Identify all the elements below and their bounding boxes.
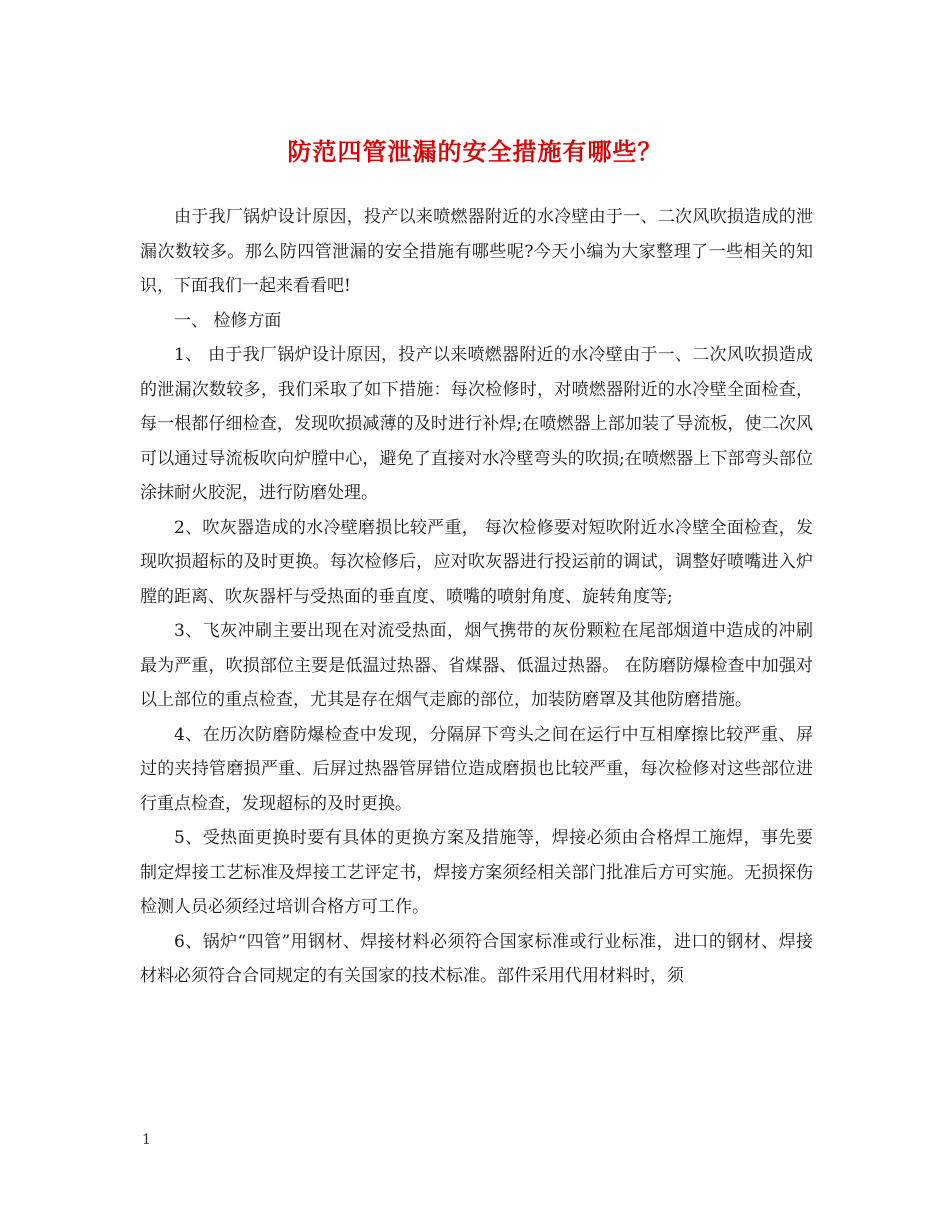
item-5-paragraph: 5、受热面更换时要有具体的更换方案及措施等，焊接必须由合格焊工施焊，事先要制定焊接工艺标准及焊接工艺评定书，焊接方案须经相关部门批准后方可实施。无损探伤检测人员必须经过培训合格方可工作。 <box>140 828 813 917</box>
page-number: 1 <box>142 1132 151 1148</box>
item-6-paragraph: 6、锅炉“四管”用钢材、焊接材料必须符合国家标准或行业标准，进口的钢材、焊接材料必须符合合同规定的有关国家的技术标准。部件采用代用材料时，须 <box>140 931 813 986</box>
item-1-paragraph: 1、 由于我厂锅炉设计原因，投产以来喷燃器附近的水冷壁由于一、二次风吹损造成的泄漏次数较多，我们采取了如下措施：每次检修时，对喷燃器附近的水冷壁全面检查，每一根都仔细检查，发现吹损减薄的及时进行补焊;在喷燃器上部加装了导流板，使二次风可以通过导流板吹向炉膛中心，避免了直接对水冷壁弯头的吹损;在喷燃器上下部弯头部位涂抹耐火胶泥，进行防磨处理。 <box>140 345 813 503</box>
section-heading-maintenance: 一、 检修方面 <box>174 310 282 331</box>
item-4-paragraph: 4、在历次防磨防爆检查中发现，分隔屏下弯头之间在运行中互相摩擦比较严重、屏过的夹持管磨损严重、后屏过热器管屏错位造成磨损也比较严重，每次检修对这些部位进行重点检查，发现超标的及时更换。 <box>140 724 813 814</box>
document-title: 防范四管泄漏的安全措施有哪些？ <box>287 137 663 166</box>
document-body <box>140 200 813 994</box>
intro-paragraph: 由于我厂锅炉设计原因，投产以来喷燃器附近的水冷壁由于一、二次风吹损造成的泄漏次数较多。那么防四管泄漏的安全措施有哪些呢?今天小编为大家整理了一些相关的知识，下面我们一起来看看吧! <box>140 207 813 296</box>
item-3-paragraph: 3、飞灰冲刷主要出现在对流受热面，烟气携带的灰份颗粒在尾部烟道中造成的冲刷最为严重，吹损部位主要是低温过热器、省煤器、低温过热器。 在防磨防爆检查中加强对以上部位的重点检查，尤其是存在烟气走廊的部位，加装防磨罩及其他防磨措施。 <box>140 621 813 710</box>
item-2-paragraph: 2、吹灰器造成的水冷壁磨损比较严重， 每次检修要对短吹附近水冷壁全面检查，发现吹损超标的及时更换。每次检修后，应对吹灰器进行投运前的调试，调整好喷嘴进入炉膛的距离、吹灰器杆与受热面的垂直度、喷嘴的喷射角度、旋转角度等; <box>140 517 813 607</box>
